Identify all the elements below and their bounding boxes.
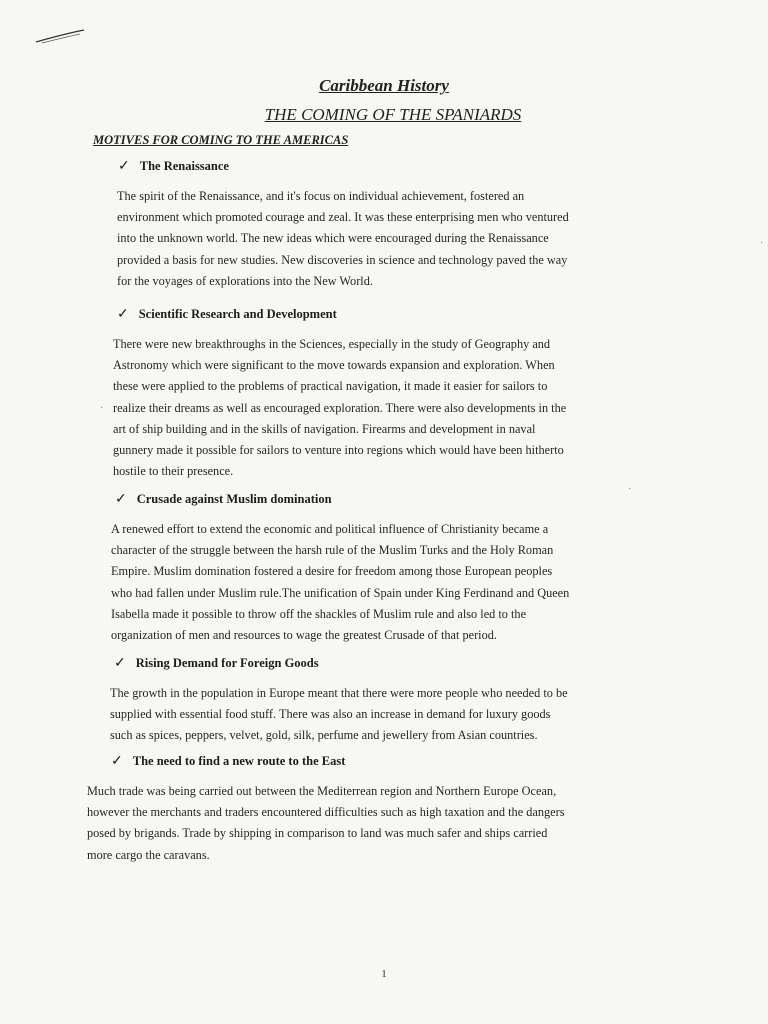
section-title: The Renaissance [139, 159, 229, 173]
text-line: posed by brigands. Trade by shipping in comparison to land was much safer and ships carried [87, 826, 548, 841]
check-icon: ✓ [115, 492, 127, 507]
paragraph-foreign-goods [110, 683, 750, 747]
section-heading-new-route [111, 753, 345, 770]
text-line: provided a basis for new studies. New discoveries in science and technology paved the way [117, 252, 568, 267]
document-title: Caribbean History [319, 76, 449, 95]
text-line: however the merchants and traders encountered difficulties such as high taxation and the dangers [87, 805, 565, 820]
pen-mark [32, 24, 92, 46]
text-line: environment which promoted courage and zeal. It was these enterprising men who ventured [117, 210, 569, 225]
text-line: The spirit of the Renaissance, and it's focus on individual achievement, fostered an [117, 189, 525, 203]
text-line: gunnery made it possible for sailors to venture into regions which would have been hitherto [113, 443, 564, 458]
text-line: who had fallen under Muslim rule.The unification of Spain under King Ferdinand and Queen [111, 585, 570, 600]
section-title: Scientific Research and Development [138, 307, 337, 321]
text-line: art of ship building and in the skills of navigation. Firearms and development in naval [113, 421, 536, 436]
document-subtitle: THE COMING OF THE SPANIARDS [264, 105, 522, 124]
text-line: Empire. Muslim domination fostered a desire for freedom among those European peoples [111, 564, 553, 579]
text-line: Much trade was being carried out between the Mediterrean region and Northern Europe Ocean, [87, 784, 557, 798]
text-line: A renewed effort to extend the economic and political influence of Christianity became a [111, 522, 549, 536]
paragraph-new-route [87, 781, 757, 866]
section-heading-scientific [117, 306, 337, 323]
text-line: such as spices, peppers, velvet, gold, silk, perfume and jewellery from Asian countries. [110, 728, 538, 743]
section-title: Rising Demand for Foreign Goods [135, 656, 319, 670]
text-line: realize their dreams as well as encouraged exploration. There were also developments in the [113, 400, 567, 415]
paragraph-scientific [113, 334, 743, 482]
section-heading-renaissance [118, 158, 229, 175]
text-line: Isabella made it possible to throw off the shackles of Muslim rule and also led to the [111, 606, 527, 621]
text-line: The growth in the population in Europe meant that there were more people who needed to be [110, 686, 568, 700]
text-line: Astronomy which were significant to the move towards expansion and exploration. When [113, 358, 555, 373]
text-line: supplied with essential food stuff. There was also an increase in demand for luxury goods [110, 707, 551, 722]
check-icon: ✓ [117, 307, 129, 322]
section-heading: MOTIVES FOR COMING TO THE AMERICAS [93, 133, 349, 147]
check-icon: ✓ [111, 754, 123, 769]
text-line: into the unknown world. The new ideas which were encouraged during the Renaissance [117, 231, 549, 246]
section-title: The need to find a new route to the East [132, 754, 346, 768]
section-heading-foreign-goods [114, 655, 319, 672]
page-number: 1 [381, 968, 387, 980]
scan-speck: · [628, 484, 632, 495]
text-line: organization of men and resources to wage the greatest Crusade of that period. [111, 628, 497, 643]
check-icon: ✓ [114, 656, 126, 671]
text-line: more cargo the caravans. [87, 847, 210, 862]
text-line: There were new breakthroughs in the Sciences, especially in the study of Geography and [113, 337, 551, 351]
text-line: these were applied to the problems of practical navigation, it made it easier for sailors to [113, 379, 548, 394]
section-title: Crusade against Muslim domination [136, 492, 332, 506]
text-line: for the voyages of explorations into the New World. [117, 273, 373, 288]
text-line: character of the struggle between the harsh rule of the Muslim Turks and the Holy Roman [111, 543, 554, 558]
paragraph-renaissance [117, 186, 717, 292]
section-heading-crusade [115, 491, 332, 508]
paragraph-crusade [111, 519, 751, 646]
text-line: hostile to their presence. [113, 464, 234, 479]
scan-speck: · [100, 403, 104, 414]
scan-speck: · [760, 238, 764, 249]
check-icon: ✓ [118, 159, 130, 174]
